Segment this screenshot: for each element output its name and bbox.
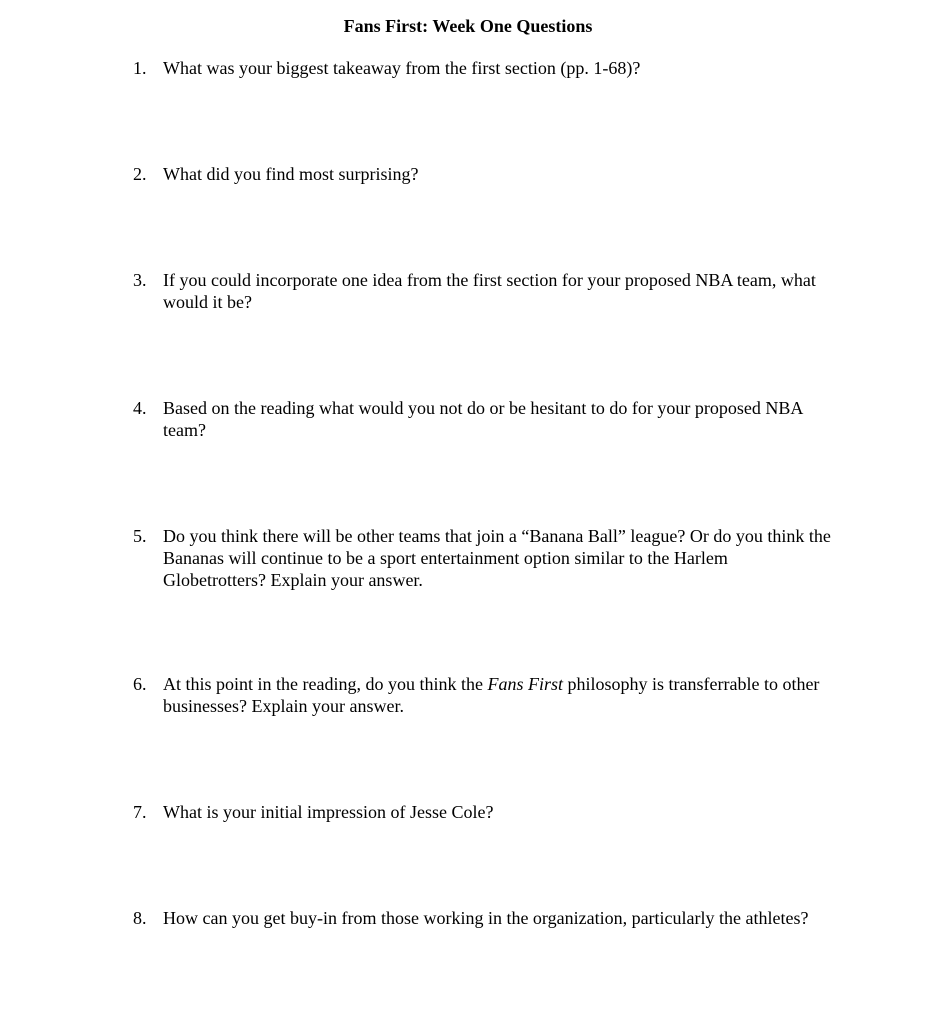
question-number: 2.: [133, 164, 147, 184]
question-7: [133, 801, 833, 823]
question-2: [133, 163, 833, 185]
page-title: Fans First: Week One Questions: [343, 16, 593, 36]
question-text: If you could incorporate one idea from the first section for your proposed NBA team, what would it be?: [163, 270, 816, 312]
question-text: Do you think there will be other teams that join a “Banana Ball” league? Or do you think the Bananas will continue to be a sport entertainment option similar to the Harlem Globetrotters? Explain your answer.: [163, 526, 831, 590]
question-number: 7.: [133, 802, 147, 822]
question-6: [133, 673, 833, 717]
question-text: What was your biggest takeaway from the first section (pp. 1-68)?: [163, 58, 641, 78]
question-8: [133, 907, 833, 929]
question-number: 6.: [133, 674, 147, 694]
book-title-italic: Fans First: [487, 674, 563, 694]
question-3: [133, 269, 833, 313]
question-text: What is your initial impression of Jesse Cole?: [163, 802, 494, 822]
question-1: [133, 57, 833, 79]
question-5: [133, 525, 833, 591]
question-text: [163, 673, 833, 717]
question-text: How can you get buy-in from those working in the organization, particularly the athletes?: [163, 908, 809, 928]
question-number: 1.: [133, 58, 147, 78]
question-text: Based on the reading what would you not do or be hesitant to do for your proposed NBA team?: [163, 398, 803, 440]
question-text: What did you find most surprising?: [163, 164, 419, 184]
question-number: 8.: [133, 908, 147, 928]
question-number: 5.: [133, 526, 147, 546]
question-number: 4.: [133, 398, 147, 418]
question-number: 3.: [133, 270, 147, 290]
question-text-before: At this point in the reading, do you think the: [163, 674, 488, 694]
question-text-after: philosophy is transferrable to other businesses? Explain your answer.: [163, 674, 820, 716]
question-4: [133, 397, 833, 441]
